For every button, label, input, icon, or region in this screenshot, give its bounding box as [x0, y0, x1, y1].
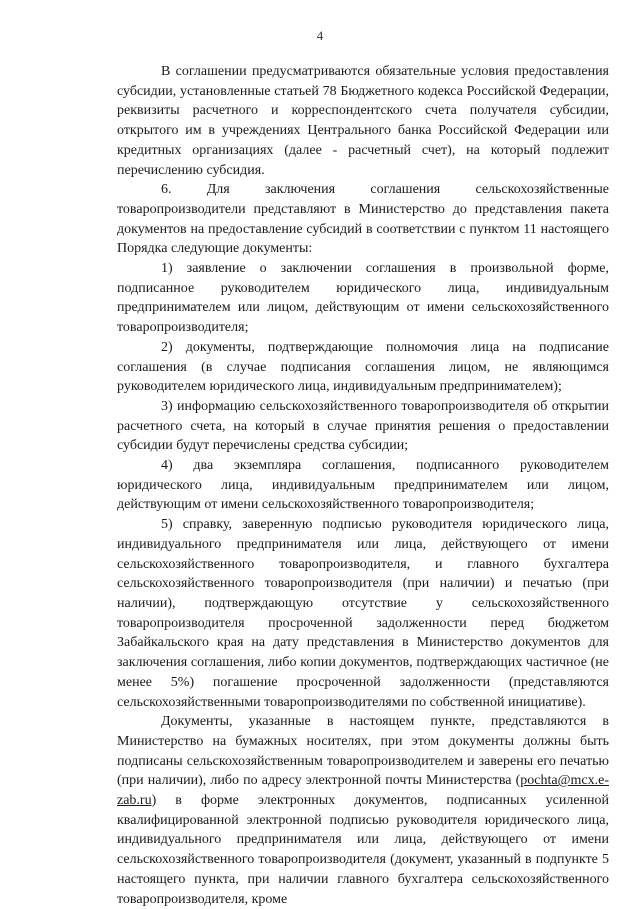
paragraph-subitem-2: 2) документы, подтверждающие полномочия лица на подписание соглашения (в случае подписания соглашения лицом, не являющимся руководителем юридического лица, индивидуальным предпринимателем); [117, 339, 609, 395]
paragraph-subitem-5: 5) справку, заверенную подписью руководителя юридического лица, индивидуального предпринимателя или лица, действующего от имени сельскохозяйственного товаропроизводителя, и главного бухгалтера сельскохозяйственного товаропроизводителя (при наличии) и печатью (при наличии), подтверждающую отсутствие у сельскохозяйственного товаропроизводителя просроченной задолженности перед бюджетом Забайкальского края на дату представления в Министерство документов для заключения соглашения, либо копии документов, подтверждающих частичное (не менее 5%) погашение просроченной задолженности (представляются сельскохозяйственными товаропроизводителями по собственной инициативе). [117, 517, 609, 710]
paragraph-subitem-3: 3) информацию сельскохозяйственного товаропроизводителя об открытии расчетного счета, на который в случае принятия решения о предоставлении субсидии будут перечислены средства субсидии; [117, 398, 609, 454]
page-number: 4 [316, 28, 324, 43]
paragraph-subitem-4: 4) два экземпляра соглашения, подписанного руководителем юридического лица, индивидуальным предпринимателем или лицом, действующим от имени сельскохозяйственного товаропроизводителя; [117, 458, 609, 513]
paragraph-documents-submission [117, 712, 609, 909]
paragraph-subitem-1: 1) заявление о заключении соглашения в произвольной форме, подписанное руководителем юридического лица, индивидуальным предпринимателем или лицом, действующим от имени сельскохозяйственного товаропроизводителя; [117, 261, 609, 336]
ministry-email-link[interactable]: pochta@mcx.e-zab.ru [117, 773, 609, 809]
paragraph-agreement-conditions: В соглашении предусматриваются обязательные условия предоставления субсидии, установленные статьей 78 Бюджетного кодекса Российской Федерации, реквизиты расчетного и корреспондентского счета получателя субсидии, открытого им в учреждениях Центрального банка Российской Федерации или кредитных организациях (далее - расчетный счет), на который подлежит перечислению субсидия. [117, 64, 609, 178]
submission-text-end: ) в форме электронных документов, подписанных усиленной квалифицированной электронной подписью руководителя юридического лица, индивидуального предпринимателя или лица, действующего от имени сельскохозяйственного товаропроизводителя (документ, указанный в подпункте 5 настоящего пункта, при наличии главного бухгалтера сельскохозяйственного товаропроизводителя, кроме [117, 793, 609, 907]
document-body [117, 62, 609, 909]
submission-text-start: Документы, указанные в настоящем пункте, представляются в Министерство на бумажных носителях, при этом документы должны быть подписаны сельскохозяйственным товаропроизводителем и заверены его печатью (при наличии), либо по адресу электронной почты Министерства ( [117, 714, 609, 789]
paragraph-item-6: 6. Для заключения соглашения сельскохозяйственные товаропроизводители представляют в Министерство до представления пакета документов на предоставление субсидий в соответствии с пунктом 11 настоящего Порядка следующие документы: [117, 182, 609, 257]
